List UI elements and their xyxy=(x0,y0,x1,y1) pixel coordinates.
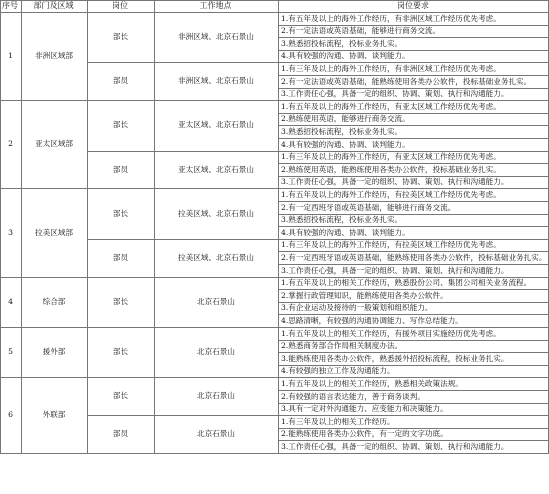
requirement-line: 2.能熟练使用各类办公软件，有一定的文字功底。 xyxy=(281,429,448,439)
department-seq: 3 xyxy=(8,227,13,237)
department-name: 援外部 xyxy=(42,347,66,357)
work-location: 拉美区域、北京石景山 xyxy=(178,208,254,218)
position-title: 部长 xyxy=(112,391,129,401)
header-seq: 序号 xyxy=(2,1,18,10)
position-title: 部员 xyxy=(112,252,129,262)
requirement-line: 1.有三年及以上的海外工作经历，有拉美区域工作经历优先考虑。 xyxy=(281,240,501,250)
requirement-line: 4.思路清晰，有较强的沟通协调能力、写作总结能力。 xyxy=(281,315,463,325)
department-name: 拉美区域部 xyxy=(35,227,73,237)
requirement-line: 4.有较强的独立工作及沟通能力。 xyxy=(281,366,395,376)
position-title: 部长 xyxy=(112,32,129,42)
requirement-line: 3.具有一定对外沟通能力、应变能力和决策能力。 xyxy=(281,404,448,414)
requirement-line: 1.有五年及以上的海外工作经历，有亚太区域工作经历优先考虑。 xyxy=(281,101,501,111)
work-location: 北京石景山 xyxy=(197,429,235,439)
position-title: 部员 xyxy=(112,76,129,86)
work-location: 北京石景山 xyxy=(197,391,235,401)
requirement-line: 1.有三年及以上的海外工作经历，有亚太区域工作经历优先考虑。 xyxy=(281,152,501,162)
table-rule xyxy=(21,0,22,453)
work-location: 拉美区域、北京石景山 xyxy=(178,252,254,262)
department-seq: 5 xyxy=(8,347,13,357)
requirement-line: 2.有一定西班牙语或英语基础，能够进行商务交流。 xyxy=(281,202,456,212)
position-title: 部长 xyxy=(112,347,129,357)
requirement-line: 3.工作责任心强，具备一定的组织、协调、策划、执行和沟通能力。 xyxy=(281,441,509,451)
table-rule xyxy=(0,0,1,453)
department-seq: 4 xyxy=(8,296,13,306)
requirement-line: 4.具有较强的沟通、协调、谈判能力。 xyxy=(281,227,410,237)
header-location: 工作地点 xyxy=(199,1,232,10)
work-location: 亚太区域、北京石景山 xyxy=(178,120,254,130)
requirement-line: 1.有五年及以上的海外工作经历，有非洲区域工作经历优先考虑。 xyxy=(281,13,501,23)
table-rule xyxy=(87,0,88,453)
requirement-line: 1.有五年及以上的相关工作经历，熟悉股份公司、集团公司相关业务流程。 xyxy=(281,278,532,288)
requirement-line: 2.熟练使用英语，能够进行商务交流。 xyxy=(281,114,410,124)
requirement-line: 2.熟悉商务部合作局相关制度办法。 xyxy=(281,341,403,351)
position-title: 部员 xyxy=(112,429,129,439)
requirement-line: 2.掌握行政管理知识，能熟练使用各类办公软件。 xyxy=(281,290,448,300)
requirement-line: 2.有一定法语或英语基础，能够进行商务交流。 xyxy=(281,26,441,36)
requirement-line: 3.有企业运动及接待的一般策划和组织能力。 xyxy=(281,303,433,313)
table-rule xyxy=(154,0,155,453)
department-seq: 1 xyxy=(8,51,13,61)
requirement-line: 1.有三年及以上的海外工作经历，有非洲区域工作经历优先考虑。 xyxy=(281,63,501,73)
work-location: 北京石景山 xyxy=(197,347,235,357)
department-name: 非洲区域部 xyxy=(35,51,73,61)
header-requirements: 岗位要求 xyxy=(397,1,429,10)
table-rule xyxy=(0,0,549,1)
work-location: 北京石景山 xyxy=(197,296,235,306)
department-name: 综合部 xyxy=(42,296,66,306)
requirement-line: 1.有五年及以上的海外工作经历，有拉美区域工作经历优先考虑。 xyxy=(281,189,501,199)
department-name: 亚太区域部 xyxy=(35,139,73,149)
requirement-line: 2.有较强的语言表达能力，善于商务谈判。 xyxy=(281,391,425,401)
requirement-line: 2.熟练使用英语，能熟练使用各类办公软件，投标基础业务扎实。 xyxy=(281,164,501,174)
position-title: 部员 xyxy=(112,164,129,174)
work-location: 非洲区域、北京石景山 xyxy=(178,76,254,86)
work-location: 非洲区域、北京石景山 xyxy=(178,32,254,42)
requirement-line: 2.有一定法语或英语基础，能熟练使用各类办公软件，投标基础业务扎实。 xyxy=(281,76,532,86)
requirement-line: 1.有五年及以上的相关工作经历，熟悉相关政策法规。 xyxy=(281,378,463,388)
requirement-line: 2.有一定西班牙语或英语基础，能熟练使用各类办公软件，投标基础业务扎实。 xyxy=(281,252,546,262)
requirement-line: 3.工作责任心强，具备一定的组织、协调、策划、执行和沟通能力。 xyxy=(281,265,509,275)
position-title: 部长 xyxy=(112,120,129,130)
requirement-line: 3.熟悉招投标流程，投标业务扎实。 xyxy=(281,215,403,225)
position-title: 部长 xyxy=(112,208,129,218)
position-title: 部长 xyxy=(112,296,129,306)
table-rule xyxy=(278,0,279,453)
department-seq: 6 xyxy=(8,410,13,420)
work-location: 亚太区域、北京石景山 xyxy=(178,164,254,174)
department-seq: 2 xyxy=(8,139,13,149)
department-name: 外联部 xyxy=(42,410,66,420)
requirement-line: 3.工作责任心强，具备一定的组织、协调、策划、执行和沟通能力。 xyxy=(281,177,509,187)
requirement-line: 3.熟悉招投标流程，投标业务扎实。 xyxy=(281,126,403,136)
requirement-line: 3.工作责任心强，具备一定的组织、协调、策划、执行和沟通能力。 xyxy=(281,89,509,99)
requirement-line: 3.熟悉招投标流程，投标业务扎实。 xyxy=(281,38,403,48)
requirement-line: 1.有五年及以上的相关工作经历，有援外项目实施经历优先考虑。 xyxy=(281,328,501,338)
requirement-line: 4.具有较强的沟通、协调、谈判能力。 xyxy=(281,139,410,149)
table-rule xyxy=(0,453,549,454)
requirement-line: 4.具有较强的沟通、协调、谈判能力。 xyxy=(281,51,410,61)
requirement-line: 3.能熟练使用各类办公软件，熟悉援外招投标流程，投标业务扎实。 xyxy=(281,353,509,363)
header-department: 部门及区域 xyxy=(33,1,74,10)
header-position: 岗位 xyxy=(112,1,128,10)
requirement-line: 1.有三年及以上的相关工作经历。 xyxy=(281,416,395,426)
